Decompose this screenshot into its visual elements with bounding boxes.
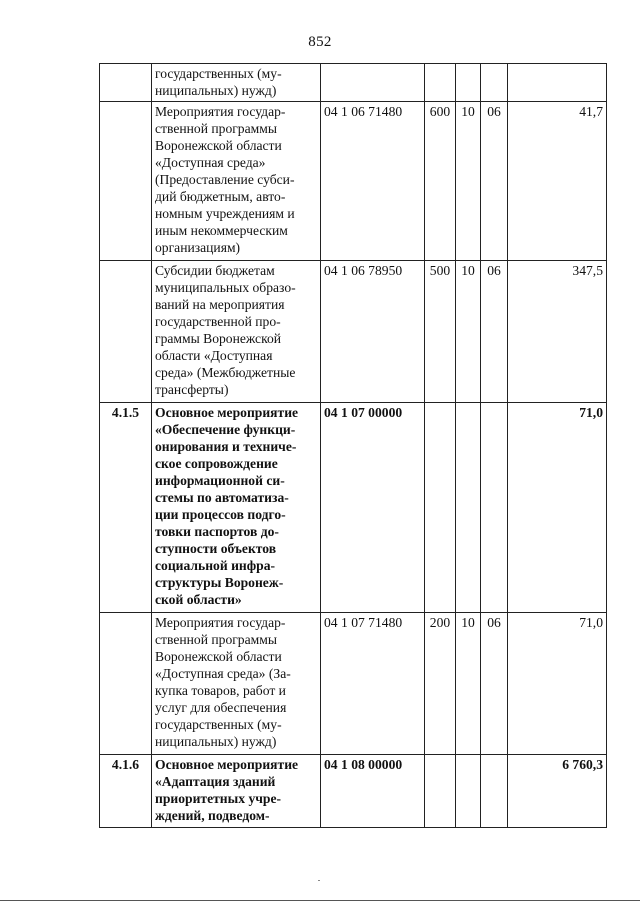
row-number: 4.1.5 — [100, 403, 152, 613]
row-description: государственных (му- ниципальных) нужд) — [152, 64, 321, 102]
row-section: 10 — [456, 261, 481, 403]
row-number — [100, 613, 152, 755]
row-amount: 71,0 — [508, 403, 607, 613]
row-section: 10 — [456, 613, 481, 755]
row-expense-type: 600 — [425, 102, 456, 261]
row-section — [456, 403, 481, 613]
row-expense-type — [425, 755, 456, 828]
table-row — [100, 64, 607, 102]
table-row — [100, 261, 607, 403]
row-subsection — [481, 403, 508, 613]
row-amount: 6 760,3 — [508, 755, 607, 828]
row-amount: 347,5 — [508, 261, 607, 403]
row-amount — [508, 64, 607, 102]
row-description: Основное мероприятие «Адаптация зданий приоритетных учре- ждений, подведом- — [152, 755, 321, 828]
row-description: Субсидии бюджетам муниципальных образо- ваний на мероприятия государственной про- граммы Воронежской области «Доступная среда» (Межбюджетные трансферты) — [152, 261, 321, 403]
table-row — [100, 755, 607, 828]
budget-table — [99, 63, 607, 828]
row-expense-type: 500 — [425, 261, 456, 403]
row-code: 04 1 06 71480 — [321, 102, 425, 261]
page-bottom-rule — [0, 900, 640, 901]
row-code: 04 1 07 71480 — [321, 613, 425, 755]
row-subsection — [481, 755, 508, 828]
page-number: 852 — [308, 34, 332, 50]
row-amount: 71,0 — [508, 613, 607, 755]
row-subsection — [481, 64, 508, 102]
row-subsection: 06 — [481, 613, 508, 755]
row-section — [456, 755, 481, 828]
table-row — [100, 102, 607, 261]
row-code: 04 1 08 00000 — [321, 755, 425, 828]
row-number — [100, 64, 152, 102]
row-expense-type — [425, 64, 456, 102]
row-number — [100, 102, 152, 261]
row-section — [456, 64, 481, 102]
row-amount: 41,7 — [508, 102, 607, 261]
table-row — [100, 403, 607, 613]
row-description: Мероприятия государ- ственной программы Воронежской области «Доступная среда» (Предоставление субси- дий бюджетным, авто- номным учреждениям и иным некоммерческим организациям) — [152, 102, 321, 261]
scan-artifact — [318, 880, 320, 881]
row-number: 4.1.6 — [100, 755, 152, 828]
row-description: Мероприятия государ- ственной программы Воронежской области «Доступная среда» (За- купка товаров, работ и услуг для обеспечения государственных (му- ниципальных) нужд) — [152, 613, 321, 755]
table-row — [100, 613, 607, 755]
row-expense-type: 200 — [425, 613, 456, 755]
row-code — [321, 64, 425, 102]
row-description: Основное мероприятие «Обеспечение функци- онирования и техниче- ское сопровождение информационной си- стемы по автоматиза- ции процессов подго- товки паспортов до- ступности объектов социальной инфра- структуры Воронеж- ской области» — [152, 403, 321, 613]
row-code: 04 1 07 00000 — [321, 403, 425, 613]
row-section: 10 — [456, 102, 481, 261]
row-expense-type — [425, 403, 456, 613]
row-subsection: 06 — [481, 102, 508, 261]
row-number — [100, 261, 152, 403]
row-code: 04 1 06 78950 — [321, 261, 425, 403]
row-subsection: 06 — [481, 261, 508, 403]
